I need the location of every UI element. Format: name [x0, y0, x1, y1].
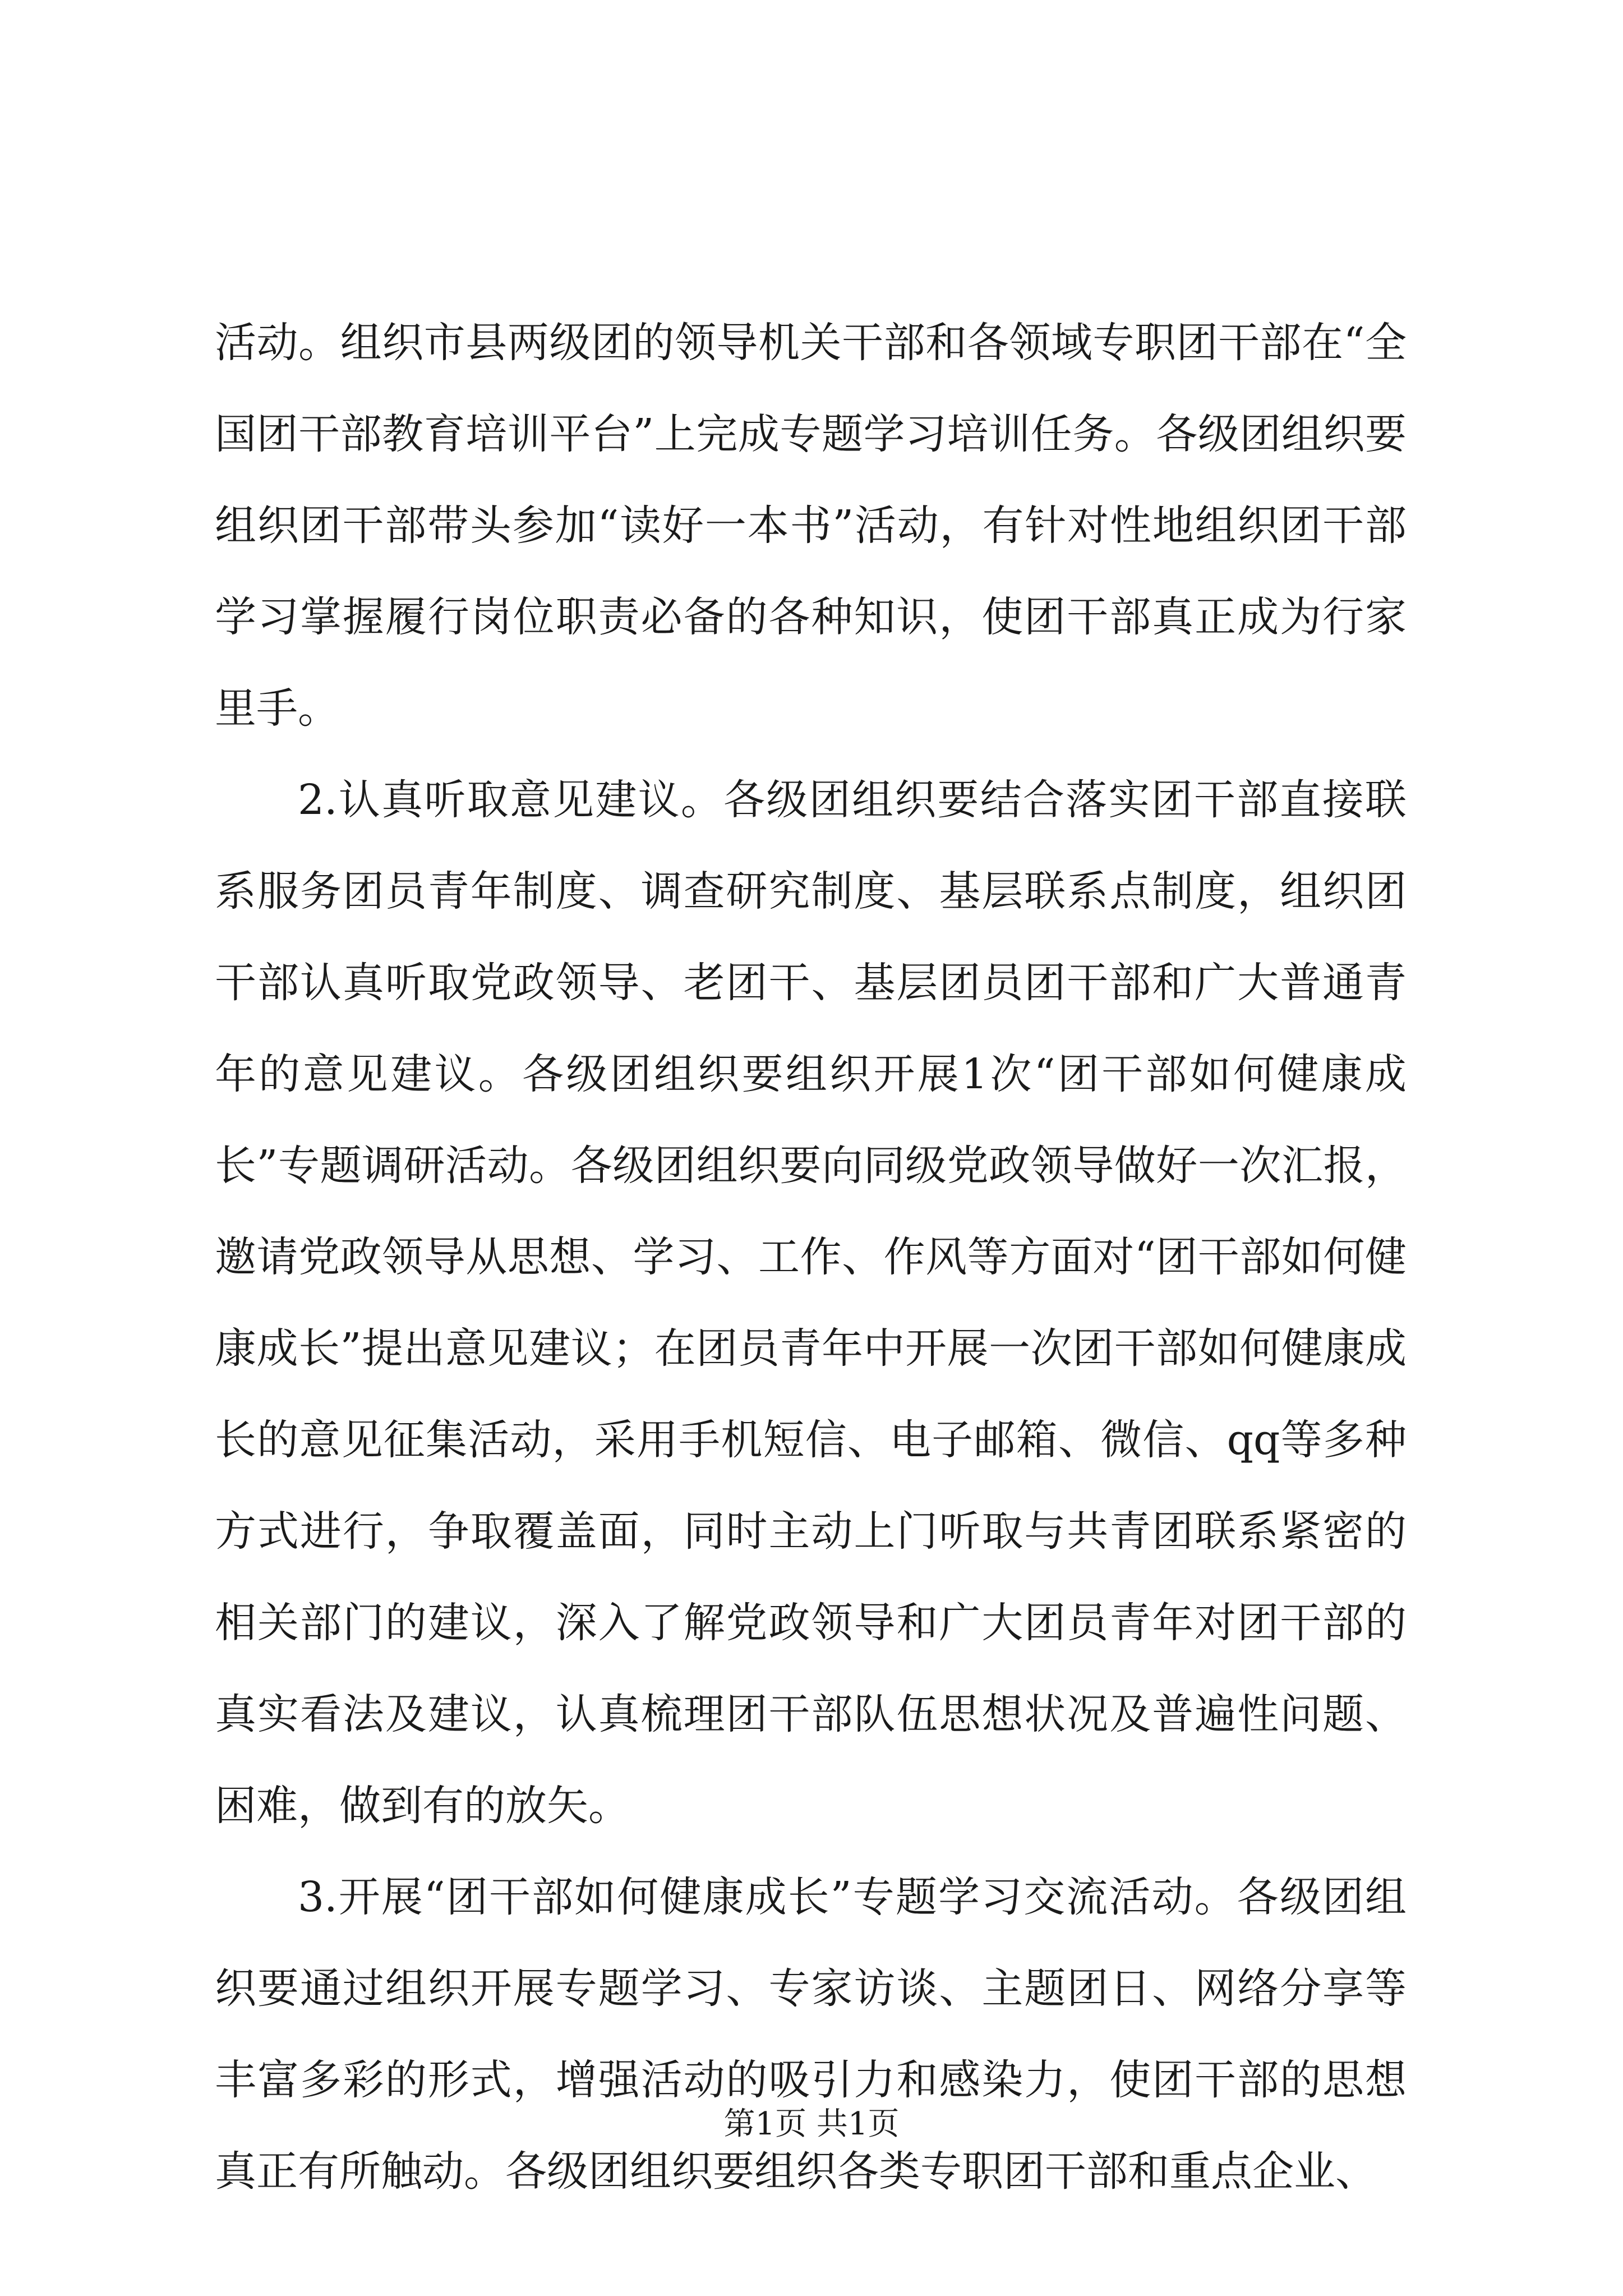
- paragraph-1: 活动。组织市县两级团的领导机关干部和各领域专职团干部在“全国团干部教育培训平台”上完成专题学习培训任务。各级团组织要组织团干部带头参加“读好一本书”活动，有针对性地组织团干部学习掌握履行岗位职责必备的各种知识，使团干部真正成为行家里手。: [215, 319, 1407, 733]
- paragraph-3: 3.开展“团干部如何健康成长”专题学习交流活动。各级团组织要通过组织开展专题学习、专家访谈、主题团日、网络分享等丰富多彩的形式，增强活动的吸引力和感染力，使团干部的思想真正有所触动。各级团组织要组织各类专职团干部和重点企业、: [215, 1873, 1407, 2196]
- paragraph-2: 2.认真听取意见建议。各级团组织要结合落实团干部直接联系服务团员青年制度、调查研究制度、基层联系点制度，组织团干部认真听取党政领导、老团干、基层团员团干部和广大普通青年的意见建议。各级团组织要组织开展1次“团干部如何健康成长”专题调研活动。各级团组织要向同级党政领导做好一次汇报，邀请党政领导从思想、学习、工作、作风等方面对“团干部如何健康成长”提出意见建议；在团员青年中开展一次团干部如何健康成长的意见征集活动，采用手机短信、电子邮箱、微信、qq等多种方式进行，争取覆盖面，同时主动上门听取与共青团联系紧密的相关部门的建议，深入了解党政领导和广大团员青年对团干部的真实看法及建议，认真梳理团干部队伍思想状况及普遍性问题、困难，做到有的放矢。: [215, 776, 1407, 1830]
- document-body: [215, 297, 1407, 2217]
- page-footer: 第1页 共1页: [723, 2106, 900, 2142]
